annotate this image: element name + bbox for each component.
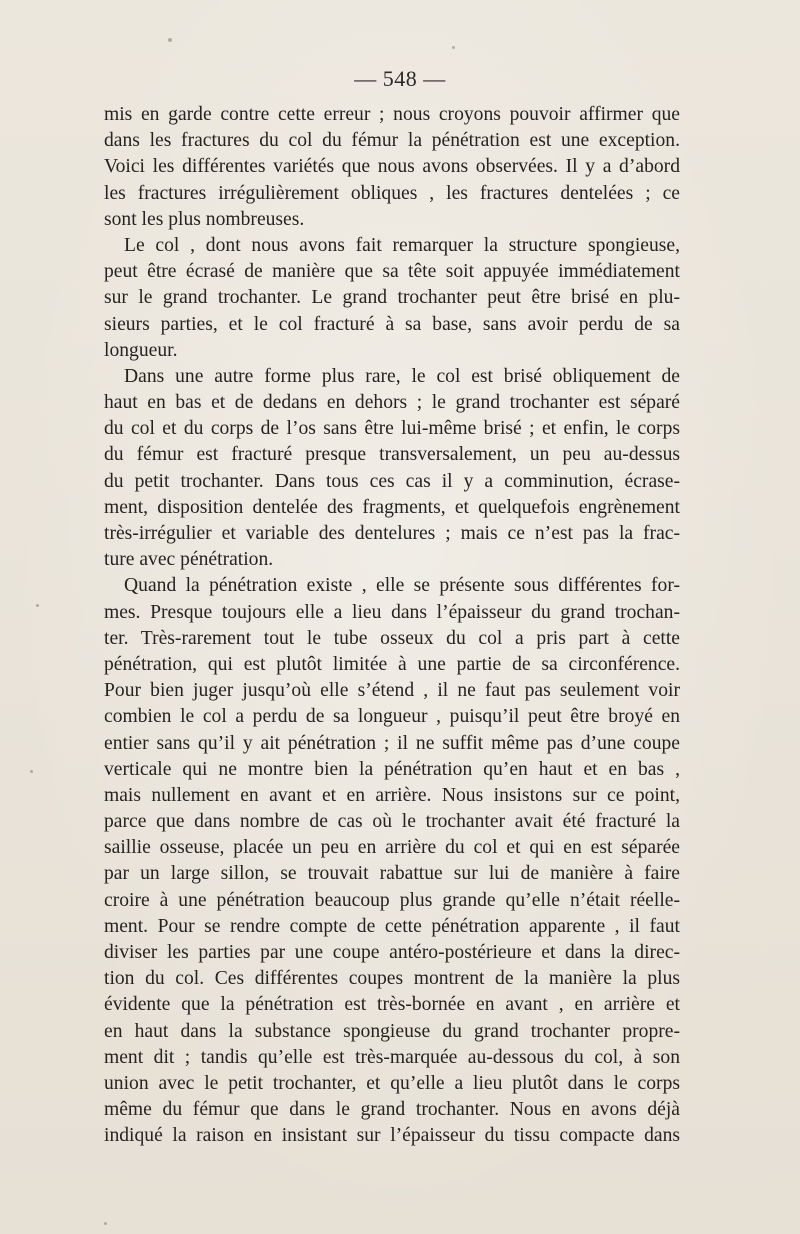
text-line: longueur.: [104, 339, 178, 361]
text-line: Dans une autre forme plus rare, le col est brisé obliquement de: [124, 365, 680, 387]
text-line: par un large sillon, se trouvait rabattue sur lui de manière à faire: [104, 863, 680, 885]
text-line: tion du col. Ces différentes coupes montrent de la manière la plus: [104, 968, 680, 990]
text-line: ment, disposition dentelée des fragments, et quelquefois engrènement: [104, 496, 680, 518]
text-line: croire à une pénétration beaucoup plus grande qu’elle n’était réelle-: [104, 889, 680, 911]
text-line: sur le grand trochanter. Le grand trochanter peut être brisé en plu-: [104, 287, 680, 309]
text-line: pénétration, qui est plutôt limitée à une partie de sa circonférence.: [104, 653, 680, 675]
text-line: diviser les parties par une coupe antéro-postérieure et dans la direc-: [104, 942, 680, 963]
text-line: Le col , dont nous avons fait remarquer la structure spongieuse,: [124, 234, 680, 256]
text-line: parce que dans nombre de cas où le trochanter avait été fracturé la: [104, 811, 680, 833]
text-line: Pour bien juger jusqu’où elle s’étend , il ne faut pas seulement voir: [104, 680, 680, 702]
body-text: [104, 102, 680, 1150]
text-line: saillie osseuse, placée un peu en arrière du col et qui en est séparée: [104, 837, 680, 859]
text-line: haut en bas et de dedans en dehors ; le grand trochanter est séparé: [104, 392, 680, 414]
text-line: ture avec pénétration.: [104, 549, 274, 571]
text-line: dans les fractures du col du fémur la pénétration est une exception.: [104, 130, 680, 152]
text-line: sieurs parties, et le col fracturé à sa base, sans avoir perdu de sa: [104, 313, 680, 335]
text-line: évidente que la pénétration est très-bornée en avant , en arrière et: [104, 994, 680, 1016]
text-line: entier sans qu’il y ait pénétration ; il ne suffit même pas d’une coupe: [104, 732, 680, 754]
text-line: combien le col a perdu de sa longueur , puisqu’il peut être broyé en: [104, 706, 680, 728]
text-line: du col et du corps de l’os sans être lui-même brisé ; et enfin, le corps: [104, 418, 680, 440]
paper-speck: [36, 604, 39, 607]
text-line: mais nullement en avant et en arrière. Nous insistons sur ce point,: [104, 784, 680, 806]
text-line: ment. Pour se rendre compte de cette pénétration apparente , il faut: [104, 915, 680, 937]
text-line: même du fémur que dans le grand trochanter. Nous en avons déjà: [104, 1099, 680, 1121]
paper-speck: [168, 38, 172, 42]
text-line: Quand la pénétration existe , elle se présente sous différentes for-: [124, 575, 680, 597]
text-line: en haut dans la substance spongieuse du grand trochanter propre-: [104, 1020, 680, 1042]
paper-speck: [104, 1222, 107, 1225]
text-line: peut être écrasé de manière que sa tête soit appuyée immédiatement: [104, 261, 680, 283]
text-line: ter. Très-rarement tout le tube osseux du col a pris part à cette: [104, 627, 680, 649]
paper-speck: [30, 770, 33, 773]
text-line: union avec le petit trochanter, et qu’elle a lieu plutôt dans le corps: [104, 1072, 680, 1094]
text-line: verticale qui ne montre bien la pénétration qu’en haut et en bas ,: [104, 758, 680, 780]
page-number: — 548 —: [354, 66, 446, 91]
text-line: du fémur est fracturé presque transversalement, un peu au-dessus: [104, 444, 680, 466]
text-line: très-irrégulier et variable des dentelures ; mais ce n’est pas la frac-: [104, 523, 680, 544]
text-line: mis en garde contre cette erreur ; nous croyons pouvoir affirmer que: [104, 104, 680, 125]
text-line: mes. Presque toujours elle a lieu dans l’épaisseur du grand trochan-: [104, 601, 680, 623]
text-line: sont les plus nombreuses.: [104, 208, 305, 230]
text-line: ment dit ; tandis qu’elle est très-marquée au-dessous du col, à son: [104, 1046, 680, 1068]
paper-speck: [452, 46, 455, 49]
text-line: du petit trochanter. Dans tous ces cas il y a comminution, écrase-: [104, 470, 680, 492]
text-line: Voici les différentes variétés que nous avons observées. Il y a d’abord: [104, 156, 680, 178]
text-line: indiqué la raison en insistant sur l’épaisseur du tissu compacte dans: [104, 1125, 680, 1147]
text-line: les fractures irrégulièrement obliques , les fractures dentelées ; ce: [104, 182, 680, 204]
